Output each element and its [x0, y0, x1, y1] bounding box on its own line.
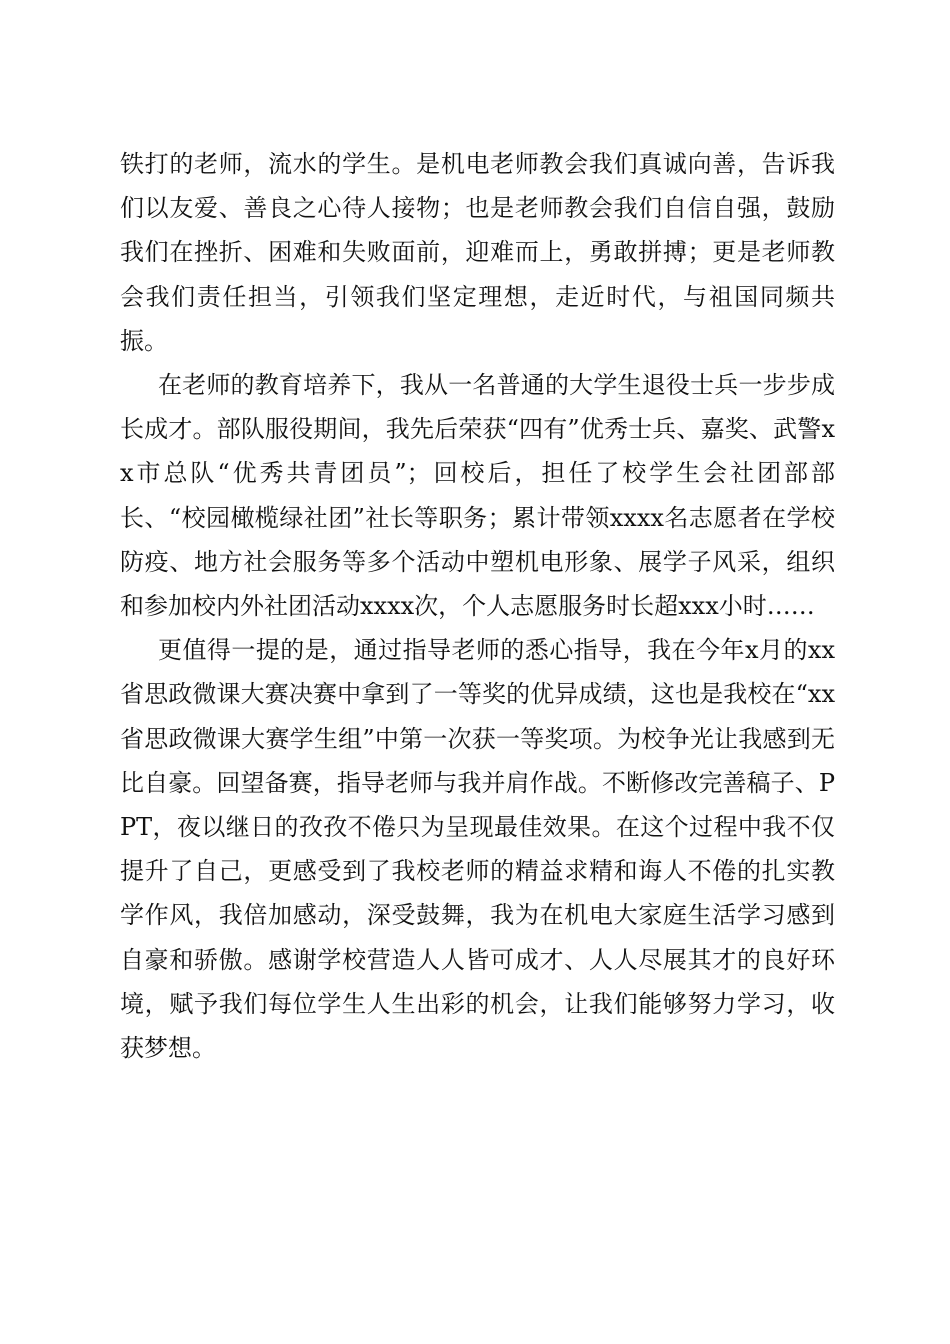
paragraph-2: 在老师的教育培养下，我从一名普通的大学生退役士兵一步步成长成才。部队服役期间，我先后荣获“四有”优秀士兵、嘉奖、武警xx市总队“优秀共青团员”；回校后，担任了校学生会社团部部长、“校园橄榄绿社团”社长等职务；累计带领xxxx名志愿者在学校防疫、地方社会服务等多个活动中塑机电形象、展学子风采，组织和参加校内外社团活动xxxx次，个人志愿服务时长超xxx小时……: [120, 371, 835, 621]
document-body: [120, 142, 835, 1070]
paragraph-3: 更值得一提的是，通过指导老师的悉心指导，我在今年x月的xx省思政微课大赛决赛中拿到了一等奖的优异成绩，这也是我校在“xx省思政微课大赛学生组”中第一次获一等奖项。为校争光让我感到无比自豪。回望备赛，指导老师与我并肩作战。不断修改完善稿子、PPT，夜以继日的孜孜不倦只为呈现最佳效果。在这个过程中我不仅提升了自己，更感受到了我校老师的精益求精和诲人不倦的扎实教学作风，我倍加感动，深受鼓舞，我为在机电大家庭生活学习感到自豪和骄傲。感谢学校营造人人皆可成才、人人尽展其才的良好环境，赋予我们每位学生人生出彩的机会，让我们能够努力学习，收获梦想。: [120, 636, 835, 1063]
paragraph-1: 铁打的老师，流水的学生。是机电老师教会我们真诚向善，告诉我们以友爱、善良之心待人接物；也是老师教会我们自信自强，鼓励我们在挫折、困难和失败面前，迎难而上，勇敢拼搏；更是老师教会我们责任担当，引领我们坚定理想，走近时代，与祖国同频共振。: [120, 150, 835, 355]
